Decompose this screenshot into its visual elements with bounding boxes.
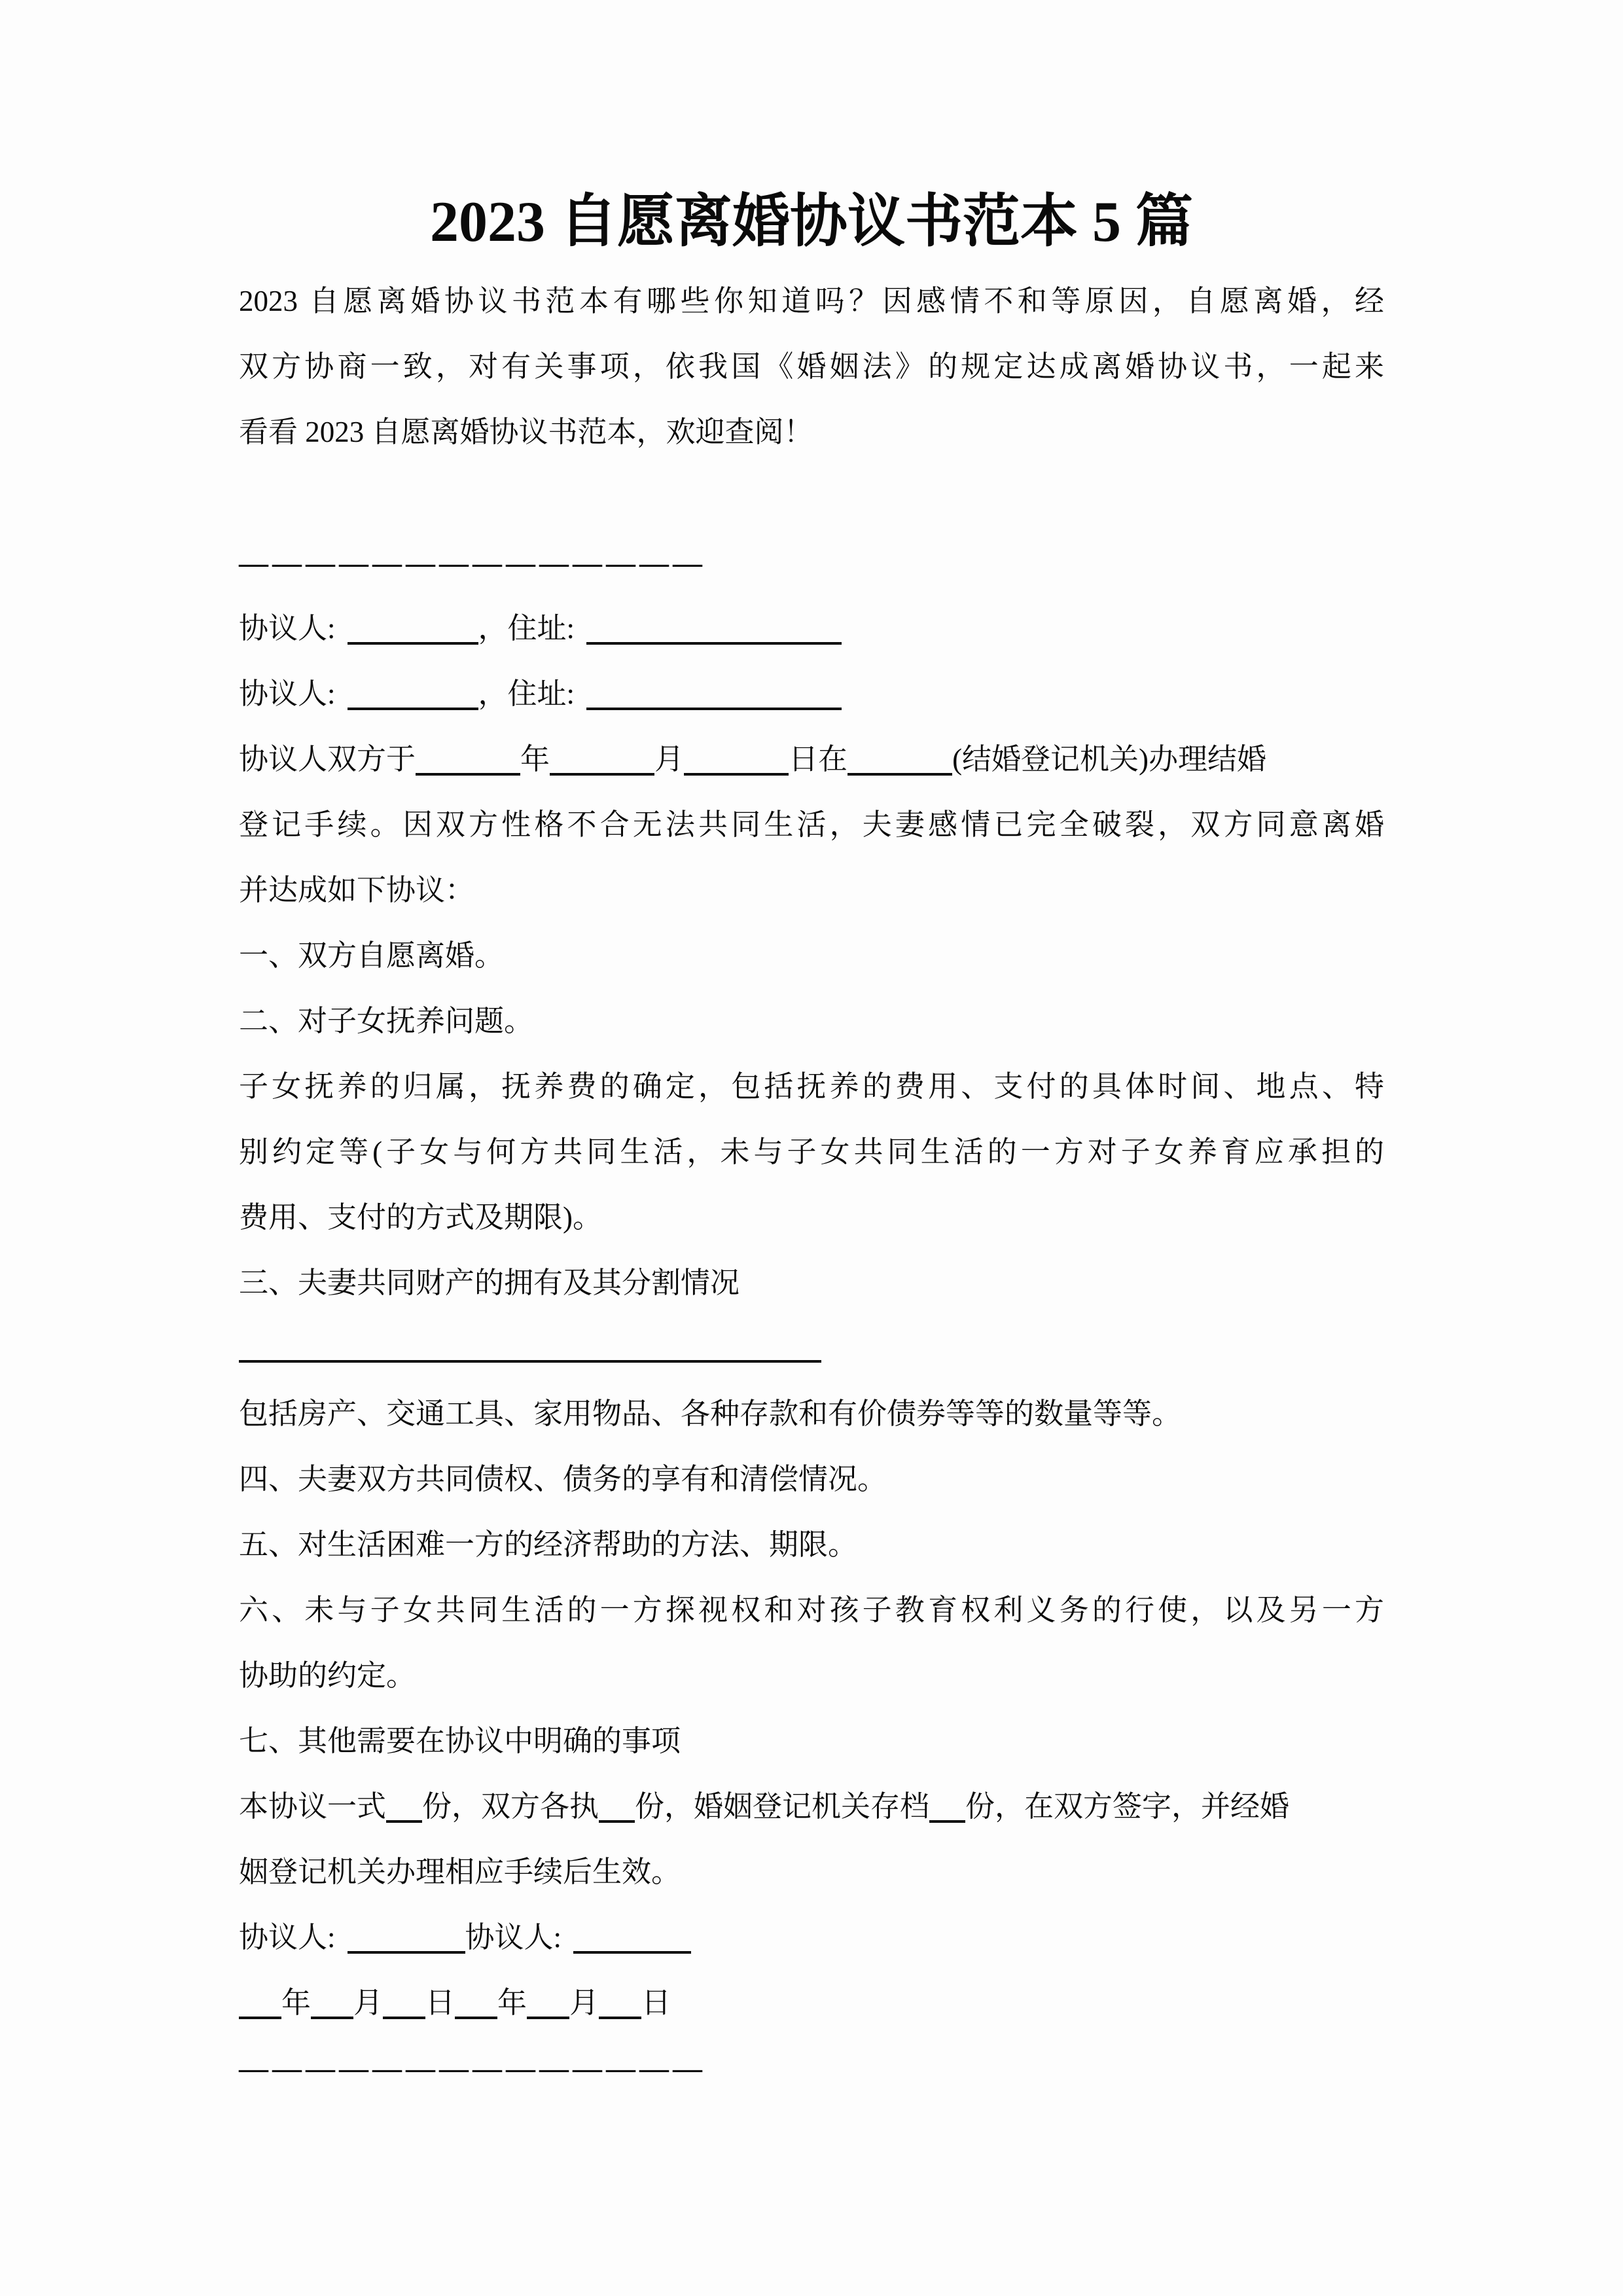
signature-party-label: 协议人:	[465, 1921, 562, 1954]
item-3: 三、夫妻共同财产的拥有及其分割情况	[239, 1266, 740, 1299]
month-label: 月	[569, 1986, 599, 2019]
date-blank	[383, 1980, 425, 2019]
item-2: 二、对子女抚养问题。	[239, 1005, 534, 1037]
month-label: 月	[654, 743, 685, 776]
day-label: 日	[425, 1986, 455, 2019]
item-2-detail-3: 费用、支付的方式及期限)。	[239, 1201, 602, 1234]
item-3-blank-row	[239, 1316, 1384, 1381]
intro-line-1: 2023 自愿离婚协议书范本有哪些你知道吗？因感情不和等原因，自愿离婚，经	[239, 285, 1384, 317]
divider-top: ——————————————	[239, 547, 706, 579]
registration-line-1	[239, 726, 1384, 792]
day-blank	[684, 736, 789, 776]
closing-part-3: 份，婚姻登记机关存档	[635, 1790, 930, 1823]
intro-line-2: 双方协商一致，对有关事项，依我国《婚姻法》的规定达成离婚协议书，一起来	[239, 350, 1384, 383]
registration-line-2: 登记手续。因双方性格不合无法共同生活，夫妻感情已完全破裂，双方同意离婚	[239, 808, 1384, 841]
signature-party-label: 协议人:	[239, 1921, 336, 1954]
address-label: 住址:	[507, 677, 575, 710]
item-5: 五、对生活困难一方的经济帮助的方法、期限。	[239, 1528, 858, 1561]
closing-line-2: 姻登记机关办理相应手续后生效。	[239, 1856, 681, 1888]
party-address-blank	[586, 671, 842, 710]
closing-line-1	[239, 1774, 1384, 1839]
item-7: 七、其他需要在协议中明确的事项	[239, 1725, 681, 1757]
item-6-line-2: 协助的约定。	[239, 1659, 416, 1692]
comma: ，	[478, 612, 508, 645]
item-2-detail-1: 子女抚养的归属，抚养费的确定，包括抚养的费用、支付的具体时间、地点、特	[239, 1070, 1384, 1103]
date-blank	[527, 1980, 569, 2019]
fill-in-underline	[239, 1316, 821, 1363]
copies-blank	[599, 1784, 635, 1823]
date-blank	[311, 1980, 353, 2019]
item-6-line-1: 六、未与子女共同生活的一方探视权和对孩子教育权利义务的行使，以及另一方	[239, 1594, 1384, 1626]
party-name-blank	[348, 671, 478, 710]
closing-part-1: 本协议一式	[239, 1790, 387, 1823]
signature-blank	[348, 1914, 465, 1954]
date-blank	[455, 1980, 497, 2019]
registration-prefix: 协议人双方于	[239, 743, 416, 776]
signature-blank	[573, 1914, 691, 1954]
party-label: 协议人:	[239, 677, 336, 710]
organ-blank	[847, 736, 952, 776]
date-line	[239, 1970, 1384, 2036]
party-label: 协议人:	[239, 612, 336, 645]
blank-row	[239, 465, 1384, 530]
closing-part-2: 份，双方各执	[422, 1790, 599, 1823]
year-label: 年	[281, 1986, 312, 2019]
page-title: 2023 自愿离婚协议书范本 5 篇	[429, 190, 1193, 254]
month-label: 月	[353, 1986, 383, 2019]
item-2-detail-2: 别约定等(子女与何方共同生活，未与子女共同生活的一方对子女养育应承担的	[239, 1136, 1384, 1168]
day-at-label: 日在	[789, 743, 848, 776]
item-3-detail: 包括房产、交通工具、家用物品、各种存款和有价债券等等的数量等等。	[239, 1397, 1182, 1430]
date-blank	[239, 1980, 281, 2019]
year-blank	[416, 736, 520, 776]
registration-line-3: 并达成如下协议：	[239, 874, 475, 906]
party-name-blank	[348, 605, 478, 645]
signature-line	[239, 1905, 1384, 1970]
copies-blank	[929, 1784, 965, 1823]
item-1: 一、双方自愿离婚。	[239, 939, 505, 972]
registration-suffix: (结婚登记机关)办理结婚	[952, 743, 1267, 776]
comma: ，	[478, 677, 508, 710]
item-4: 四、夫妻双方共同债权、债务的享有和清偿情况。	[239, 1463, 887, 1496]
intro-line-3: 看看 2023 自愿离婚协议书范本，欢迎查阅！	[239, 416, 813, 448]
closing-part-4: 份，在双方签字，并经婚	[965, 1790, 1290, 1823]
party-address-blank	[586, 605, 842, 645]
copies-blank	[386, 1784, 422, 1823]
day-label: 日	[641, 1986, 671, 2019]
divider-bottom: ——————————————	[239, 2052, 706, 2085]
month-blank	[550, 736, 654, 776]
year-label: 年	[520, 743, 550, 776]
party-line-1	[239, 596, 1384, 661]
address-label: 住址:	[507, 612, 575, 645]
date-blank	[599, 1980, 641, 2019]
year-label: 年	[497, 1986, 527, 2019]
party-line-2	[239, 661, 1384, 726]
